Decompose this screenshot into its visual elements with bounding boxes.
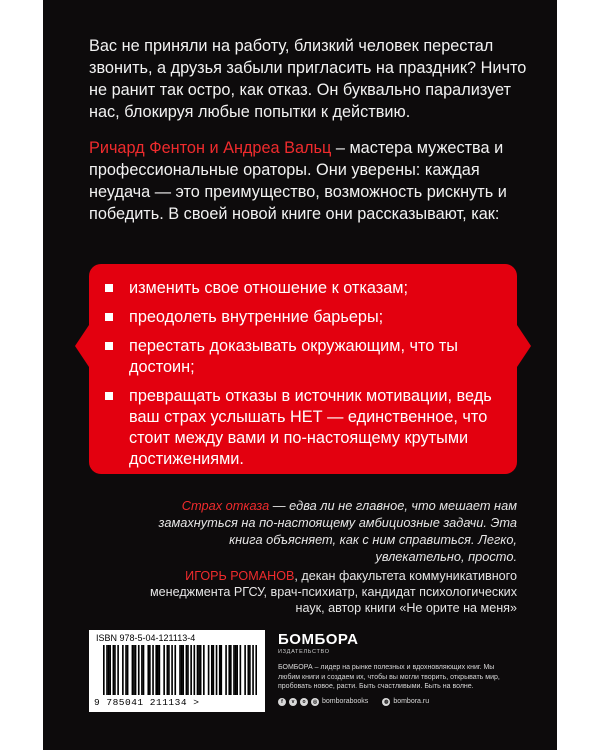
- barcode-bar: [219, 645, 221, 695]
- barcode-bar: [171, 645, 173, 695]
- list-item: [105, 336, 505, 378]
- list-item-text: преодолеть внутренние барьеры;: [129, 308, 384, 326]
- barcode-bar: [213, 645, 215, 695]
- barcode-bar: [208, 645, 210, 695]
- speech-bubble-left-tail: [75, 322, 91, 370]
- barcode-bar: [133, 645, 135, 695]
- barcode-bar: [198, 645, 200, 695]
- barcode-bar: [122, 645, 124, 695]
- speech-bubble: [89, 264, 517, 474]
- intro-paragraph-2-text: – мастера мужества и профессиональные ораторы. Они уверены: каждая неудача — это преимущество, возможность рискнуть и победить. В своей новой книге они рассказывают, как:: [89, 139, 507, 223]
- barcode-bar: [174, 645, 176, 695]
- barcode-bar: [228, 645, 230, 695]
- publisher-description: БОМБОРА – лидер на рынке полезных и вдохновляющих книг. Мы любим книги и создаем их, чтобы вы могли творить, открывать мир, пробовать новое, расти. Быть счастливыми. Быть на волне.: [278, 664, 500, 691]
- ok-icon: o: [300, 698, 308, 706]
- barcode-bar: [159, 645, 161, 695]
- barcode-bar: [135, 645, 137, 695]
- benefits-list: [105, 278, 505, 478]
- barcode-bar: [141, 645, 143, 695]
- list-item: [105, 386, 505, 470]
- barcode-bar: [249, 645, 251, 695]
- barcode-bar: [197, 645, 199, 695]
- social-handle: bomborabooks: [322, 698, 369, 706]
- barcode-bar: [216, 645, 218, 695]
- barcode-bar: [255, 645, 257, 695]
- review-quote: [147, 497, 517, 565]
- barcode-bar: [114, 645, 116, 695]
- barcode-bar: [225, 645, 227, 695]
- instagram-icon: ◎: [312, 698, 318, 705]
- publisher-logo: БОМБОРА: [278, 631, 359, 648]
- bullet-square-icon: [105, 284, 113, 292]
- list-item-text: превращать отказы в источник мотивации, ведь ваш страх услышать НЕТ — единственное, что стоит между вами и по-настоящему крутыми достижениями.: [129, 387, 492, 468]
- book-back-cover: [43, 0, 557, 750]
- barcode-bar: [240, 645, 242, 695]
- globe-icon: ◍: [384, 698, 389, 705]
- vk-icon: v: [289, 698, 297, 706]
- barcode-bar: [247, 645, 249, 695]
- bullet-square-icon: [105, 313, 113, 321]
- intro-paragraph-2: [89, 137, 539, 225]
- list-item: [105, 307, 505, 328]
- speech-bubble-right-tail: [515, 322, 531, 370]
- website-link: bombora.ru: [393, 698, 430, 706]
- barcode-bar: [230, 645, 232, 695]
- list-item-text: перестать доказывать окружающим, что ты достоин;: [129, 337, 459, 376]
- barcode-bar: [143, 645, 145, 695]
- barcode-bar: [149, 645, 151, 695]
- barcode-bar: [211, 645, 213, 695]
- barcode-bar: [113, 645, 115, 695]
- barcode-bar: [108, 645, 110, 695]
- barcode-bar: [179, 645, 181, 695]
- list-item: [105, 278, 505, 299]
- intro-paragraph-1: Вас не приняли на работу, близкий человек перестал звонить, а друзья забыли пригласить на праздник? Ничто не ранит так остро, как отказ. Он буквально парализует нас, блокируя любые попытки к действию.: [89, 37, 527, 121]
- barcode-bar: [117, 645, 119, 695]
- barcode-bar: [103, 645, 105, 695]
- barcode-bar: [186, 645, 188, 695]
- barcode-bar: [168, 645, 170, 695]
- intro-text: [89, 35, 539, 239]
- barcode-bar: [193, 645, 195, 695]
- reviewer-attribution: [147, 568, 517, 616]
- barcode-bar: [244, 645, 246, 695]
- barcode-bar: [187, 645, 189, 695]
- barcode-bar: [132, 645, 134, 695]
- publisher-logo-subtitle: ИЗДАТЕЛЬСТВО: [278, 649, 330, 655]
- barcode-bar: [235, 645, 237, 695]
- barcode-bar: [220, 645, 222, 695]
- publisher-contacts: [278, 698, 518, 706]
- barcode-bar: [203, 645, 205, 695]
- barcode-bar: [106, 645, 108, 695]
- barcode-bar: [182, 645, 184, 695]
- barcode-bar: [181, 645, 183, 695]
- barcode-bar: [125, 645, 127, 695]
- barcode-bar: [109, 645, 111, 695]
- barcode-bar: [200, 645, 202, 695]
- barcode-image: [103, 645, 257, 695]
- barcode-block: [89, 630, 265, 712]
- isbn-label: ISBN 978-5-04-121113-4: [96, 633, 196, 643]
- barcode-bar: [155, 645, 157, 695]
- barcode-bar: [138, 645, 140, 695]
- bullet-square-icon: [105, 342, 113, 350]
- facebook-icon: f: [278, 698, 286, 706]
- reviewer-description: , декан факультета коммуникативного менеджмента РГСУ, врач-психиатр, кандидат психологических наук, автор книги «Не орите на меня»: [149, 569, 517, 615]
- barcode-bar: [163, 645, 165, 695]
- barcode-bar: [236, 645, 238, 695]
- list-item-text: изменить свое отношение к отказам;: [129, 279, 408, 297]
- barcode-bar: [190, 645, 192, 695]
- authors-names: Ричард Фентон и Андреа Вальц: [89, 139, 332, 157]
- barcode-bar: [152, 645, 154, 695]
- quote-highlight: Страх отказа: [181, 498, 270, 513]
- barcode-digits: 9 785041 211134 >: [94, 697, 200, 708]
- quote-text: — едва ли не главное, что мешает нам замахнуться на по-настоящему амбициозные задачи. Эта книга объясняет, как с ним справиться. Легко, увлекательно, просто.: [158, 498, 517, 564]
- barcode-bar: [157, 645, 159, 695]
- bullet-square-icon: [105, 392, 113, 400]
- barcode-bar: [147, 645, 149, 695]
- barcode-bar: [127, 645, 129, 695]
- barcode-bar: [252, 645, 254, 695]
- reviewer-name: ИГОРЬ РОМАНОВ: [185, 569, 295, 583]
- publisher-block: [278, 632, 518, 706]
- barcode-bar: [233, 645, 235, 695]
- barcode-bar: [167, 645, 169, 695]
